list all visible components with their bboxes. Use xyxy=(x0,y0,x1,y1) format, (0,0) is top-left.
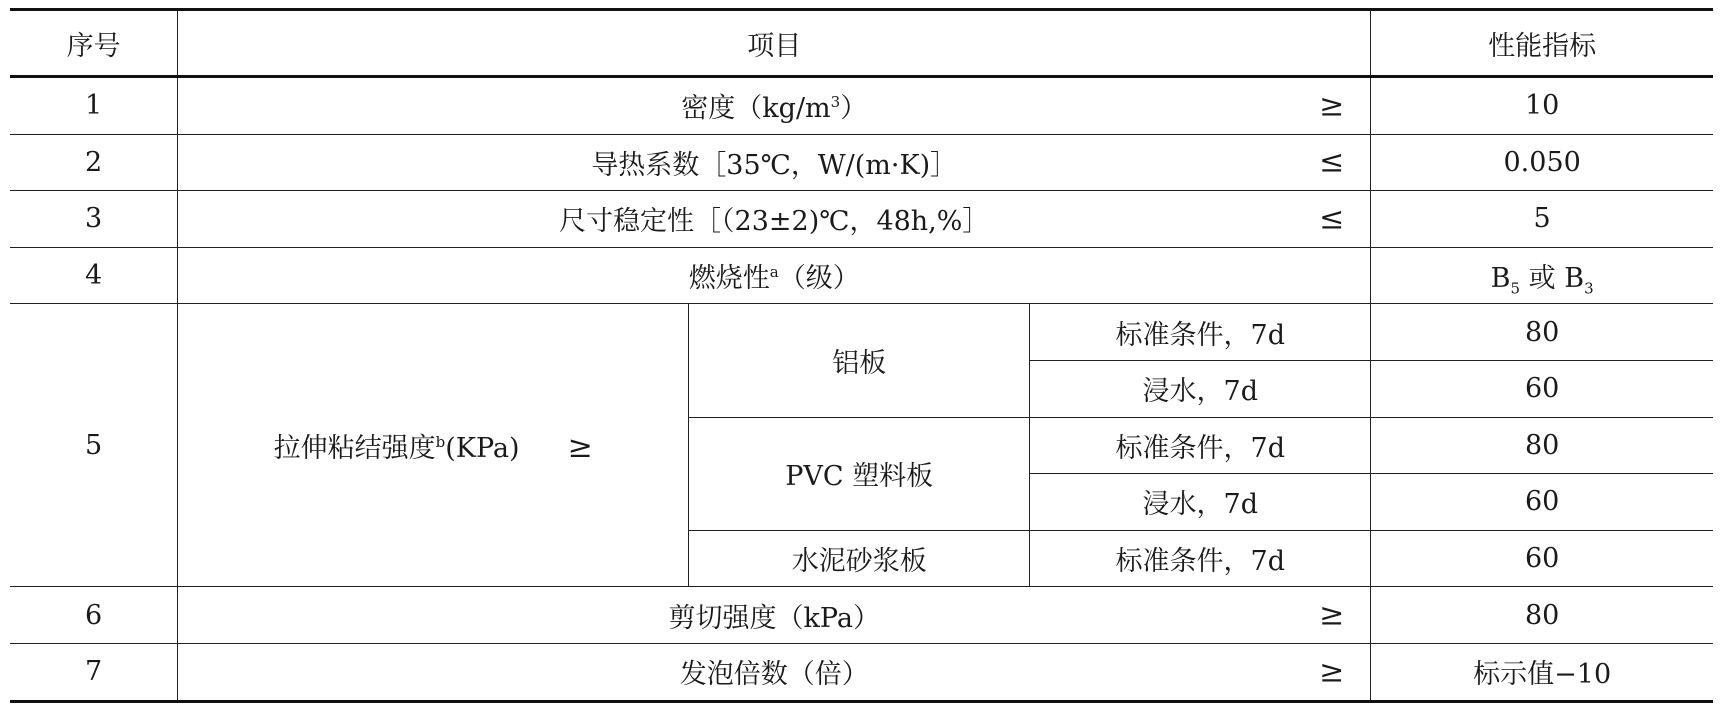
row-item xyxy=(178,77,1371,135)
item-text: 拉伸粘结强度 xyxy=(273,432,436,464)
row-item xyxy=(178,587,1371,644)
item-text: 密度（kg/m xyxy=(681,93,831,125)
row-no: 5 xyxy=(10,304,178,587)
table-row xyxy=(10,587,1713,644)
condition: 浸水，7d xyxy=(1030,360,1371,417)
comparison-operator: ≥ xyxy=(1319,654,1345,690)
item-text: 尺寸稳定性［（23±2)℃，48h,%］ xyxy=(559,206,990,238)
item-text-tail: （级） xyxy=(778,263,860,295)
table-row xyxy=(10,247,1713,304)
row-value: 0.050 xyxy=(1371,134,1713,191)
row-item xyxy=(178,304,689,587)
table-row xyxy=(10,643,1713,701)
substrate-name: PVC 塑料板 xyxy=(689,417,1030,530)
row-value: 80 xyxy=(1371,587,1713,644)
row-value: 60 xyxy=(1371,530,1713,587)
item-text: 燃烧性 xyxy=(688,263,770,295)
header-no: 序号 xyxy=(10,10,178,77)
header-spec: 性能指标 xyxy=(1371,10,1713,77)
comparison-operator: ≤ xyxy=(1319,144,1345,180)
table-row xyxy=(10,134,1713,191)
row-no: 2 xyxy=(10,134,178,191)
value-part: B xyxy=(1564,263,1585,295)
table-row xyxy=(10,77,1713,135)
substrate-name: 铝板 xyxy=(689,304,1030,417)
row-item xyxy=(178,134,1371,191)
row-value xyxy=(1371,247,1713,304)
condition: 标准条件，7d xyxy=(1030,304,1371,361)
comparison-operator: ≤ xyxy=(1319,201,1345,237)
item-text-group xyxy=(274,426,520,465)
row-item xyxy=(178,643,1371,701)
row-value: 10 xyxy=(1371,77,1713,135)
row-no: 3 xyxy=(10,191,178,248)
value-part: B xyxy=(1490,263,1511,295)
value-connector: 或 xyxy=(1520,263,1565,295)
item-superscript: 3 xyxy=(830,93,841,112)
row-value: 60 xyxy=(1371,474,1713,531)
item-text: 剪切强度（kPa） xyxy=(668,602,880,634)
row-value: 60 xyxy=(1371,360,1713,417)
value-subscript: 5 xyxy=(1510,279,1521,298)
header-row xyxy=(10,10,1713,77)
row-no: 6 xyxy=(10,587,178,644)
row-value: 5 xyxy=(1371,191,1713,248)
condition: 标准条件，7d xyxy=(1030,417,1371,474)
item-text-tail: (KPa) xyxy=(445,432,520,464)
item-text-tail: ） xyxy=(840,93,868,125)
row-value: 80 xyxy=(1371,417,1713,474)
item-superscript: b xyxy=(435,432,446,451)
substrate-name: 水泥砂浆板 xyxy=(689,530,1030,587)
row-no: 7 xyxy=(10,643,178,701)
item-text: 发泡倍数（倍） xyxy=(679,659,869,691)
item-text: 导热系数［35℃，W/(m·K)］ xyxy=(591,149,958,181)
row-value: 80 xyxy=(1371,304,1713,361)
condition: 标准条件，7d xyxy=(1030,530,1371,587)
row-no: 1 xyxy=(10,77,178,135)
table-row xyxy=(10,191,1713,248)
value-subscript: 3 xyxy=(1584,279,1594,298)
item-superscript: a xyxy=(769,263,779,282)
row-no: 4 xyxy=(10,247,178,304)
comparison-operator: ≥ xyxy=(567,429,593,465)
comparison-operator: ≥ xyxy=(1319,597,1345,633)
table-row xyxy=(10,304,1713,361)
row-value: 标示值−10 xyxy=(1371,643,1713,701)
performance-table xyxy=(10,8,1713,703)
condition: 浸水，7d xyxy=(1030,474,1371,531)
row-item xyxy=(178,247,1371,304)
header-item: 项目 xyxy=(178,10,1371,77)
comparison-operator: ≥ xyxy=(1319,88,1345,124)
row-item xyxy=(178,191,1371,248)
